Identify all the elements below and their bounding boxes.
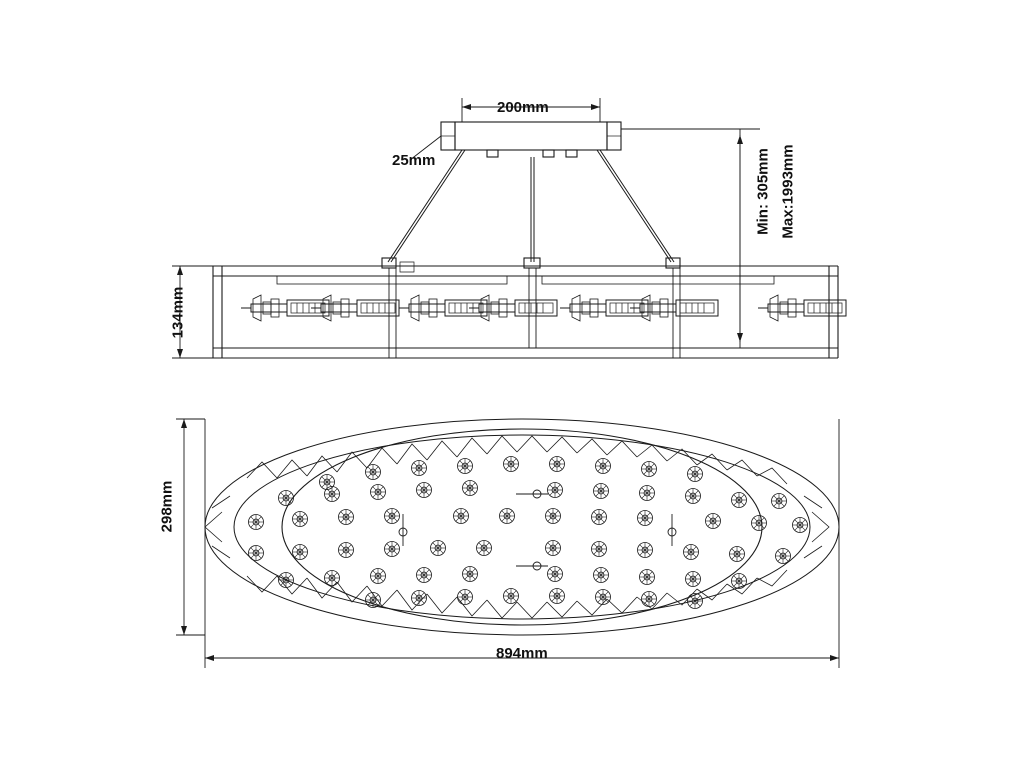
plan-view	[205, 419, 839, 635]
dim-body-height: 134mm	[169, 286, 187, 339]
dim-canopy-height: 25mm	[392, 152, 436, 169]
dimension-lines-plan	[176, 419, 839, 668]
lamp-units	[241, 295, 846, 321]
mounting-markers	[399, 490, 676, 570]
dim-drop-max: Max:1993mm	[779, 144, 797, 239]
dimension-lines-elevation	[172, 98, 760, 358]
dim-canopy-width: 200mm	[497, 99, 549, 116]
fixture-frame	[213, 258, 838, 358]
canopy	[441, 122, 621, 157]
crystal-array	[249, 457, 808, 609]
dim-drop-min: Min: 305mm	[754, 148, 772, 235]
dim-plan-depth: 298mm	[158, 480, 176, 533]
dim-plan-width: 894mm	[496, 645, 548, 662]
